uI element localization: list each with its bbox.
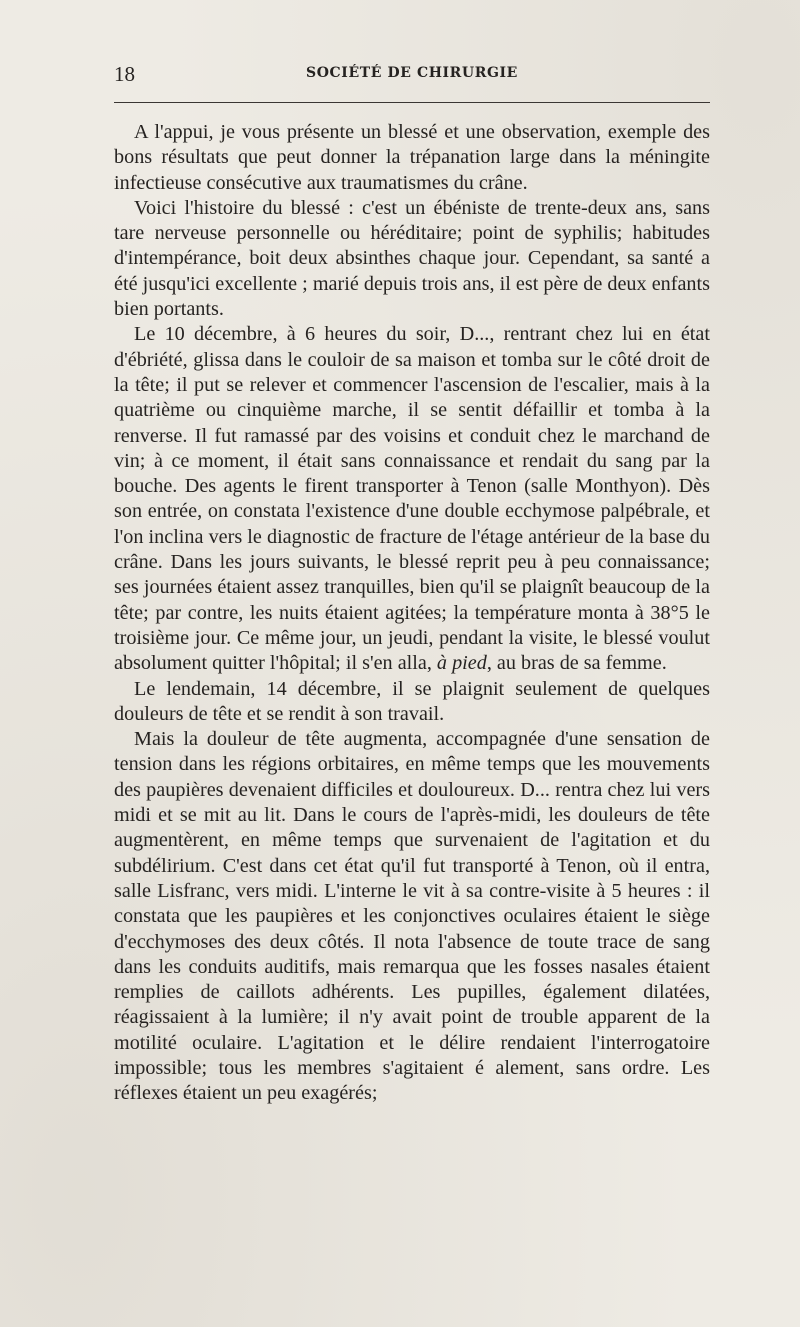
page-number: 18: [114, 62, 135, 86]
paragraph-text: , au bras de sa femme.: [486, 652, 667, 675]
paragraph: [114, 322, 710, 676]
paragraph: Mais la douleur de tête augmenta, accompagnée d'une sensation de tension dans les régions orbitaires, en même temps que les mouvements des paupières devenaient difficiles et douloureux. D... rentra chez lui vers midi et se mit au lit. Dans le cours de l'après-midi, les douleurs de tête augmentèrent, en même temps que survenaient de l'agitation et du subdélirium. C'est dans cet état qu'il fut transporté à Tenon, où il entra, salle Lisfranc, vers midi. L'interne le vit à sa contre-visite à 5 heures : il constata que les paupières et les conjonctives oculaires étaient le siège d'ecchymoses des deux côtés. Il nota l'absence de toute trace de sang dans les conduits auditifs, mais remarqua que les fosses nasales étaient remplies de caillots adhérents. Les pupilles, également dilatées, réagissaient à la lumière; il n'y avait point de trouble apparent de la motilité oculaire. L'agitation et le délire rendaient l'interrogatoire impossible; tous les membres s'agitaient é alement, sans ordre. Les réflexes étaient un peu exagérés;: [114, 728, 710, 1105]
paragraph-text: Le 10 décembre, à 6 heures du soir, D..., rentrant chez lui en état d'ébriété, glissa dans le couloir de sa maison et tomba sur le côté droit de la tête; il put se relever et commencer l'ascension de l'escalier, mais à la quatrième ou cinquième marche, il se sentit défaillir et tomba à la renverse. Il fut ramassé par des voisins et conduit chez le marchand de vin; à ce moment, il était sans connaissance et rendait du sang par la bouche. Des agents le firent transporter à Tenon (salle Monthyon). Dès son entrée, on constata l'existence d'une double ecchymose palpébrale, et l'on inclina vers le diagnostic de fracture de l'étage antérieur de la base du crâne. Dans les jours suivants, le blessé reprit peu à peu connaissance; ses journées étaient assez tranquilles, bien qu'il se plaignît beaucoup de la tête; par contre, les nuits étaient agitées; la température monta à 38°5 le troisième jour. Ce même jour, un jeudi, pendant la visite, le blessé voulut absolument quitter l'hôpital; il s'en alla,: [114, 323, 710, 675]
running-title: SOCIÉTÉ DE CHIRURGIE: [306, 65, 518, 81]
italic-text: à pied: [436, 652, 487, 675]
page-header: [114, 62, 710, 90]
paragraph: Le lendemain, 14 décembre, il se plaignit seulement de quelques douleurs de tête et se rendit à son travail.: [114, 677, 710, 725]
paragraph: Voici l'histoire du blessé : c'est un ébéniste de trente-deux ans, sans tare nerveuse personnelle ou héréditaire; point de syphilis; habitudes d'intempérance, boit deux absinthes chaque jour. Cependant, sa santé a été jusqu'ici excellente ; marié depuis trois ans, il est père de deux enfants bien portants.: [114, 196, 710, 321]
header-rule: [114, 102, 710, 103]
body-text: [114, 120, 710, 1107]
paragraph: A l'appui, je vous présente un blessé et une observation, exemple des bons résultats que peut donner la trépanation large dans la méningite infectieuse consécutive aux traumatismes du crâne.: [114, 121, 710, 194]
